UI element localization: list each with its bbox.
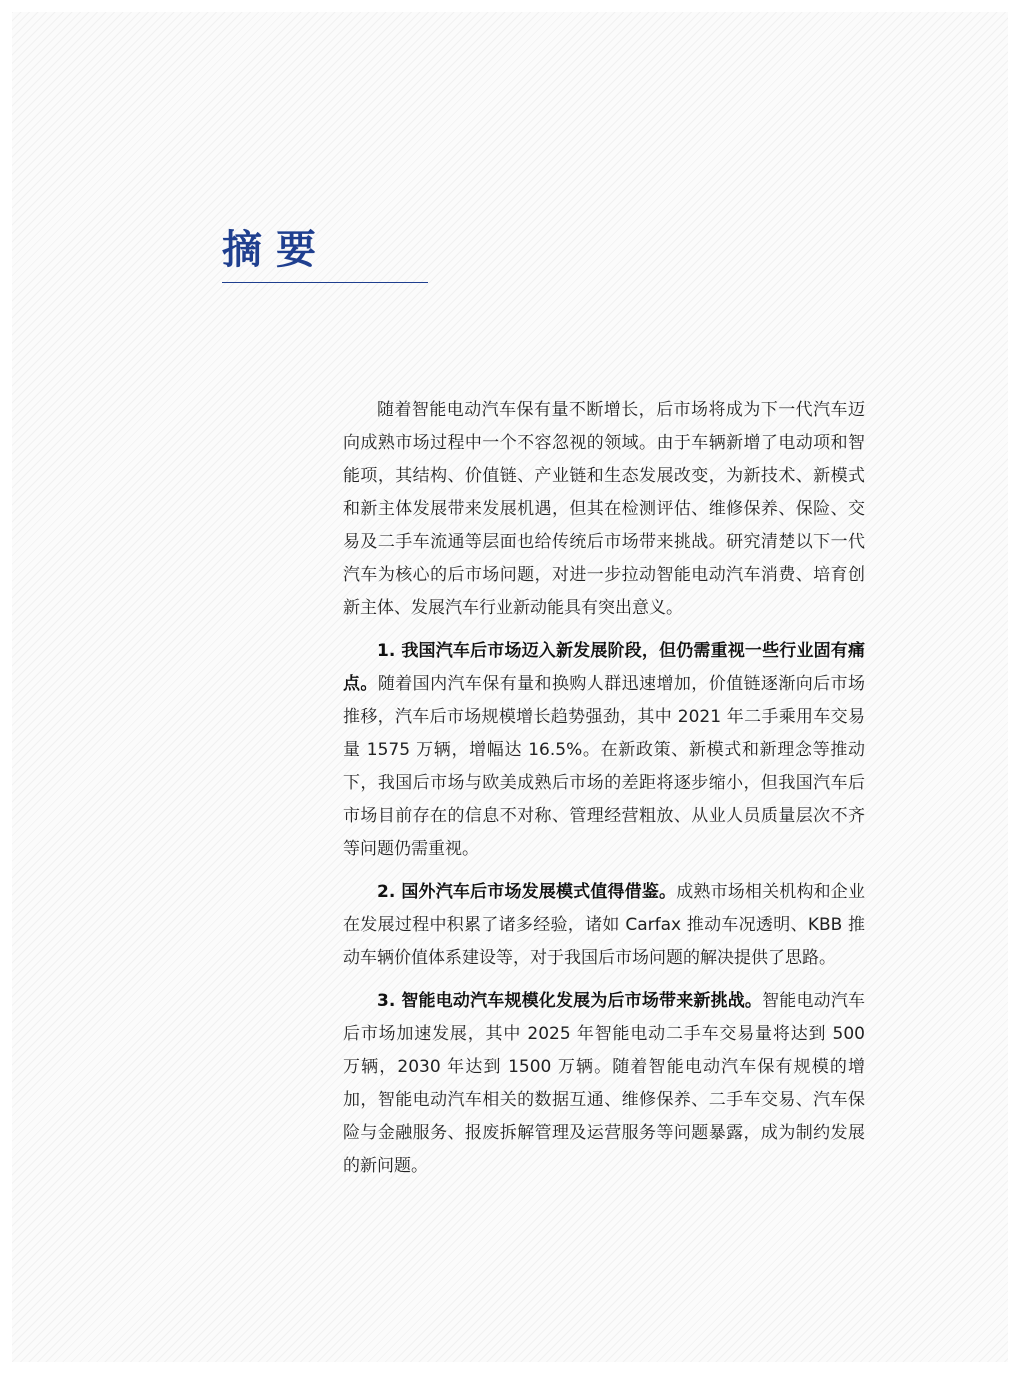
paragraph-text: 成熟市场相关机构和企业在发展过程中积累了诸多经验，诸如 Carfax 推动车况透明、KBB 推动车辆价值体系建设等，对于我国后市场问题的解决提供了思路。 [343,882,865,968]
paragraph-text: 智能电动汽车后市场加速发展，其中 2025 年智能电动二手车交易量将达到 500 万辆，2030 年达到 1500 万辆。随着智能电动汽车保有规模的增加，智能电动汽车相关的数据互通、维修保养、二手车交易、汽车保险与金融服务、报废拆解管理及运营服务等问题暴露，成为制约发展的新问题。 [343,991,865,1176]
abstract-body [343,394,865,1193]
abstract-paragraph-1 [343,635,865,866]
paragraph-heading: 2. 国外汽车后市场发展模式值得借鉴。 [377,882,677,902]
page-title: 摘要 [222,227,330,273]
abstract-paragraph-3 [343,985,865,1183]
abstract-paragraph-intro [343,394,865,625]
paragraph-text: 随着智能电动汽车保有量不断增长，后市场将成为下一代汽车迈向成熟市场过程中一个不容忽视的领域。由于车辆新增了电动项和智能项，其结构、价值链、产业链和生态发展改变，为新技术、新模式和新主体发展带来发展机遇，但其在检测评估、维修保养、保险、交易及二手车流通等层面也给传统后市场带来挑战。研究清楚以下一代汽车为核心的后市场问题，对进一步拉动智能电动汽车消费、培育创新主体、发展汽车行业新动能具有突出意义。 [343,400,865,618]
paragraph-heading: 1. 我国汽车后市场迈入新发展阶段，但仍需重视一些行业固有痛点。 [343,641,865,694]
paragraph-text: 随着国内汽车保有量和换购人群迅速增加，价值链逐渐向后市场推移，汽车后市场规模增长趋势强劲，其中 2021 年二手乘用车交易量 1575 万辆，增幅达 16.5%。在新政策、新模式和新理念等推动下，我国后市场与欧美成熟后市场的差距将逐步缩小，但我国汽车后市场目前存在的信息不对称、管理经营粗放、从业人员质量层次不齐等问题仍需重视。 [343,674,865,859]
title-underline [222,282,428,283]
abstract-paragraph-2 [343,876,865,975]
paragraph-heading: 3. 智能电动汽车规模化发展为后市场带来新挑战。 [377,991,763,1011]
